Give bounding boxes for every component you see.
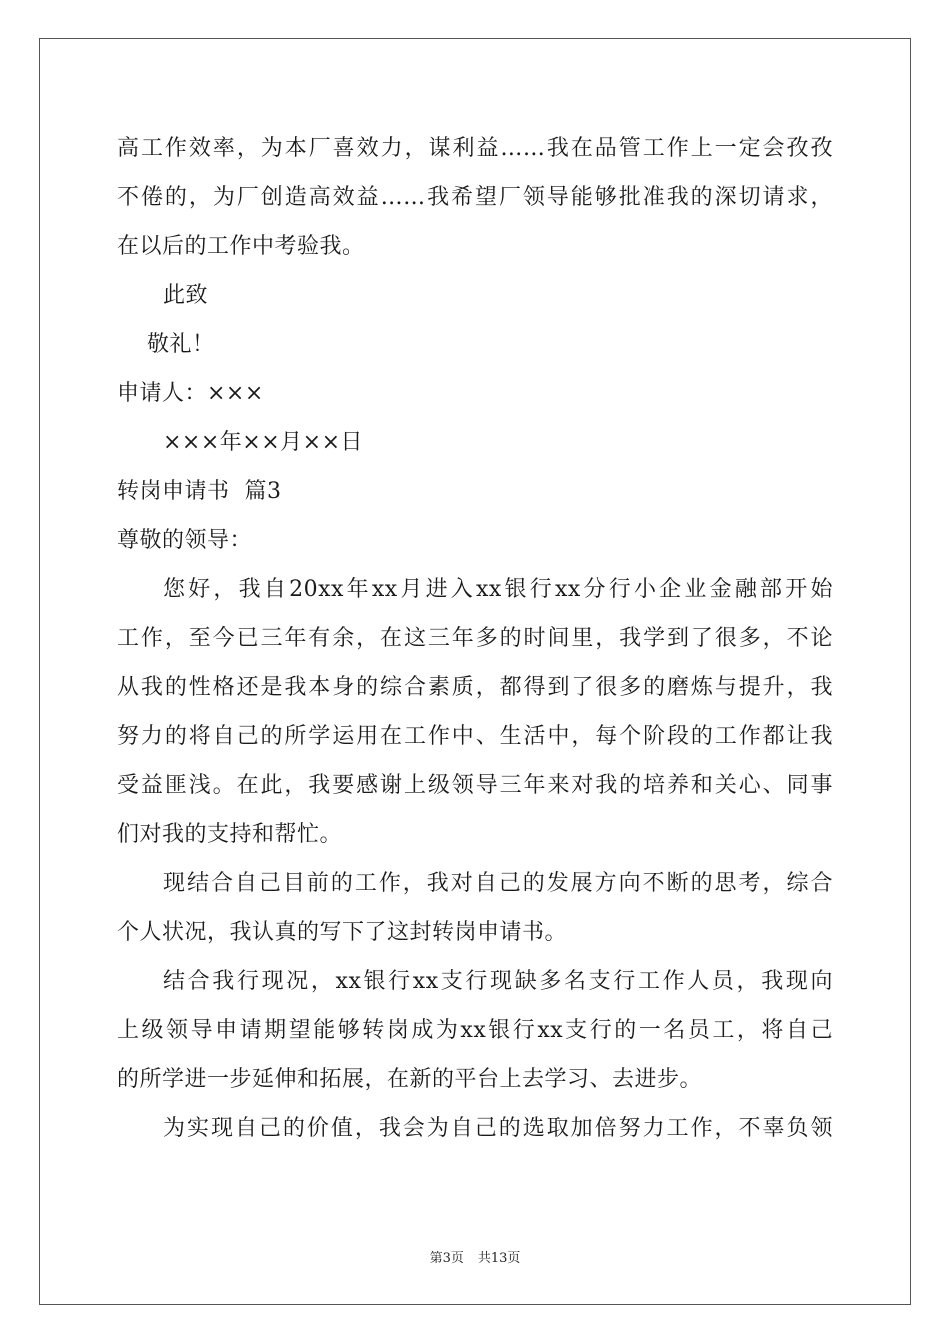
body-line: 高工作效率，为本厂喜效力，谋利益……我在品管工作上一定会孜孜 [117,136,833,161]
body-line: 受益匪浅。在此，我要感谢上级领导三年来对我的培养和关心、同事 [117,773,833,798]
body-line: 从我的性格还是我本身的综合素质，都得到了很多的磨炼与提升，我 [117,675,833,700]
body-line: 工作，至今已三年有余，在这三年多的时间里，我学到了很多，不论 [117,626,833,651]
body-line: 为实现自己的价值，我会为自己的选取加倍努力工作，不辜负领 [163,1116,833,1141]
body-line: 结合我行现况，xx银行xx支行现缺多名支行工作人员，我现向 [163,969,833,994]
body-line: 现结合自己目前的工作，我对自己的发展方向不断的思考，综合 [163,871,833,896]
page-number: 第3页 [429,1251,464,1266]
document-body [117,124,833,1153]
body-line: 个人状况，我认真的写下了这封转岗申请书。 [117,920,568,945]
body-line: 们对我的支持和帮忙。 [117,822,343,847]
body-line: 努力的将自己的所学运用在工作中、生活中，每个阶段的工作都让我 [117,724,833,749]
section-title: 转岗申请书 篇3 [117,479,282,504]
body-line: 您好，我自20xx年xx月进入xx银行xx分行小企业金融部开始 [163,577,833,602]
body-line: 的所学进一步延伸和拓展，在新的平台上去学习、去进步。 [117,1067,703,1092]
body-line: 不倦的，为厂创造高效益……我希望厂领导能够批准我的深切请求， [117,185,833,210]
body-line: 上级领导申请期望能够转岗成为xx银行xx支行的一名员工，将自己 [117,1018,833,1043]
date-line: ×××年××月××日 [163,430,364,455]
page-total: 共13页 [477,1251,521,1266]
applicant-line: 申请人：××× [117,381,264,406]
page-footer [0,1247,950,1266]
regards: 敬礼！ [147,332,215,357]
greeting: 尊敬的领导： [117,528,253,553]
body-line: 在以后的工作中考验我。 [117,234,365,259]
salutation: 此致 [163,283,209,308]
